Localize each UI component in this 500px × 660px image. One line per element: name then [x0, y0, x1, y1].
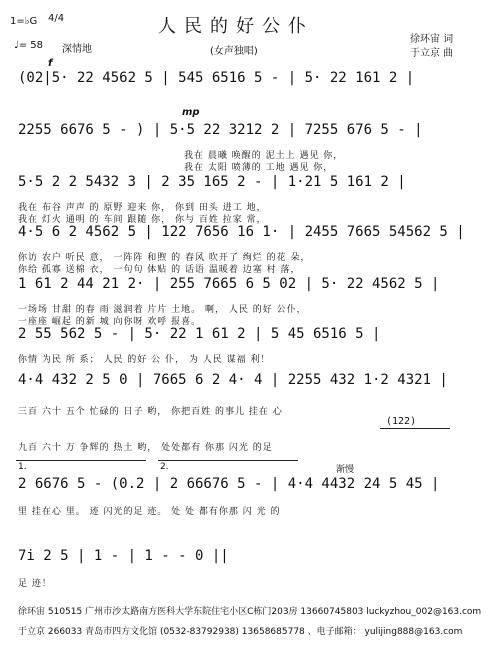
time-signature-value: 4/4 [48, 13, 65, 24]
song-title: 人民的好公仆 [158, 16, 314, 37]
lyrics-line-3b: 我在 灯火 通明 的 车间 跟随 你， 你与 百姓 拉家 常， [18, 215, 267, 225]
score-line-6: 2 55 562 5 - | 5· 22 1 61 2 | 5 45 6516 5 | [18, 326, 381, 342]
time-signature [48, 14, 64, 23]
lyrics-line-10a: 足 迹！ [18, 579, 52, 589]
composer: 于立京 曲 [410, 48, 454, 59]
lyrics-line-7a: 三百 六十 五个 忙碌的 日子 哟， 你把百姓 的事儿 挂在 心 [18, 407, 283, 417]
lyrics-line-4b: 你给 孤寡 送棉 衣， 一句句 体贴 的 话语 温暖着 边塞 村 落， [18, 265, 301, 275]
lyrics-line-5b: 一座座 崛起 的新 城 向你呀 欢呼 报喜。 [18, 317, 202, 327]
lyrics-line-8a: 九百 六十 万 争辉的 热土 哟， 处处都有 你那 闪光 的足 [18, 443, 273, 453]
contact-lyricist: 徐环宙 510515 广州市沙太路南方医科大学东院住宅小区C栋门203房 13660745803 luckyzhou_002@163.com [18, 607, 482, 617]
contact-composer: 于立京 266033 青岛市四方文化馆 (0532-83792938) 13658685778 、电子邮箱： yulijing888@163.com [18, 627, 463, 637]
volta-bracket-1 [16, 460, 146, 461]
lyrics-line-5a: 一场场 甘甜 的春 雨 滋润着 片片 土地。 啊， 人民 的好 公仆， [18, 305, 307, 315]
lyrics-line-3a: 我在 布谷 声声 的 原野 迎来 你， 你到 田头 进工 地， [18, 203, 267, 213]
score-line-4: 4·5 6 2 4562 5 | 122 7656 16 1· | 2455 7665 54562 5 | [18, 224, 465, 240]
song-subtitle: (女声独唱) [210, 46, 258, 57]
score-line-2: 2255 6676 5 - ) | 5·5 22 3212 2 | 7255 676 5 - | [18, 122, 423, 138]
score-line-5: 1 61 2 44 21 2· | 255 7665 6 5 02 | 5· 22 4562 5 | [18, 276, 440, 292]
lyricist: 徐环宙 词 [410, 34, 454, 45]
dynamic-mark: mp [182, 107, 200, 118]
lyrics-line-4a: 你访 农户 听民 意， 一阵阵 和煦 的 春风 吹开了 绚烂 的花 朵， [18, 253, 311, 263]
repeat-bracket-line [380, 428, 450, 429]
dynamic-mark: f [48, 58, 53, 69]
lyrics-line-2a: 我在 晨曦 唤醒的 泥土上 遇见 你， [184, 151, 344, 161]
tempo-mark: ♩= 58 [14, 40, 43, 51]
volta-1-label: 1. [18, 462, 27, 472]
repeat-bracket-notes: (122) [386, 416, 417, 427]
score-line-10: 7i 2 5 | 1 - | 1 - - 0 || [18, 548, 229, 564]
volta-2-label: 2. [160, 462, 169, 472]
lyrics-line-9a: 里 挂在心 里。 迹 闪光的足 迹。 处 处 都有你那 闪 光 的 [18, 507, 281, 517]
lyrics-line-2b: 我在 太阳 喷薄的 工地 遇见 你， [184, 163, 334, 173]
score-line-9: 2 6676 5 - (0.2 | 2 66676 5 - | 4·4 4432 24 5 45 | [18, 476, 440, 492]
key-signature: 1=♭G [10, 16, 38, 27]
expression-mark: 深情地 [62, 44, 92, 55]
tempo-change-mark: 渐慢 [336, 465, 355, 475]
lyrics-line-6a: 你情 为民 所 系； 人民 的好 公 仆， 为 人民 谋福 利！ [18, 355, 271, 365]
score-line-7: 4·4 432 2 5 0 | 7665 6 2 4· 4 | 2255 432 1·2 4321 | [18, 372, 448, 388]
score-line-1: (02|5· 22 4562 5 | 545 6516 5 - | 5· 22 161 2 | [18, 70, 415, 86]
volta-bracket-2 [158, 460, 298, 461]
score-line-3: 5·5 2 2 5432 3 | 2 35 165 2 - | 1·21 5 161 2 | [18, 174, 406, 190]
